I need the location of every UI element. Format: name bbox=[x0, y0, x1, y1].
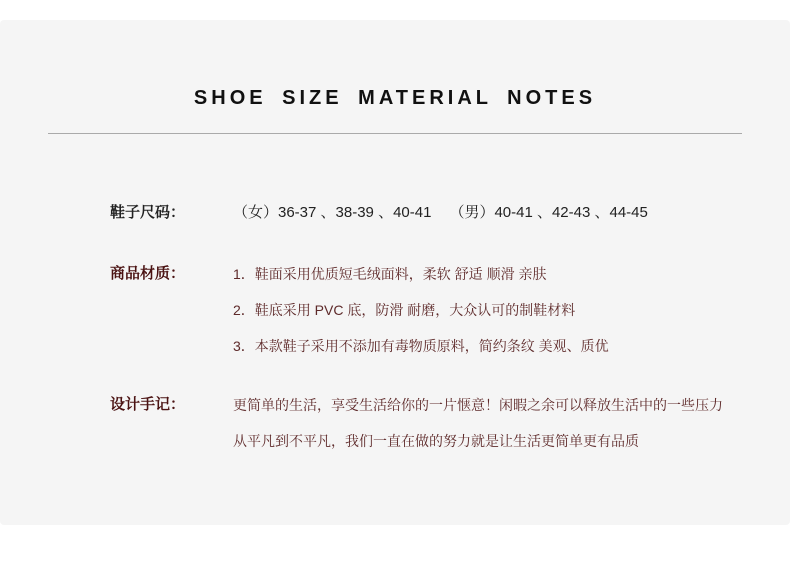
design-note-line-1: 更简单的生活，享受生活给你的一片惬意！闲暇之余可以释放生活中的一些压力 bbox=[233, 397, 723, 413]
material-line-3: 3．本款鞋子采用不添加有毒物质原料，简约条纹 美观、质优 bbox=[233, 338, 609, 354]
women-sizes: （女）36-37 、38-39 、40-41 bbox=[233, 204, 432, 221]
design-note-lines bbox=[233, 387, 723, 459]
design-notes-label: 设计手记： bbox=[110, 396, 186, 413]
shoe-size-label: 鞋子尺码： bbox=[110, 204, 186, 221]
material-label: 商品材质： bbox=[110, 265, 186, 282]
material-line-2: 2．鞋底采用 PVC 底，防滑 耐磨，大众认可的制鞋材料 bbox=[233, 302, 576, 318]
shoe-size-values bbox=[233, 195, 648, 231]
design-note-line-2: 从平凡到不平凡，我们一直在做的努力就是让生活更简单更有品质 bbox=[233, 433, 639, 449]
men-sizes: （男）40-41 、42-43 、44-45 bbox=[449, 204, 648, 221]
material-line-1: 1．鞋面采用优质短毛绒面料，柔软 舒适 顺滑 亲肤 bbox=[233, 266, 547, 282]
material-lines bbox=[233, 256, 609, 364]
page-title: SHOE SIZE MATERIAL NOTES bbox=[193, 87, 597, 109]
title-divider bbox=[48, 133, 742, 134]
